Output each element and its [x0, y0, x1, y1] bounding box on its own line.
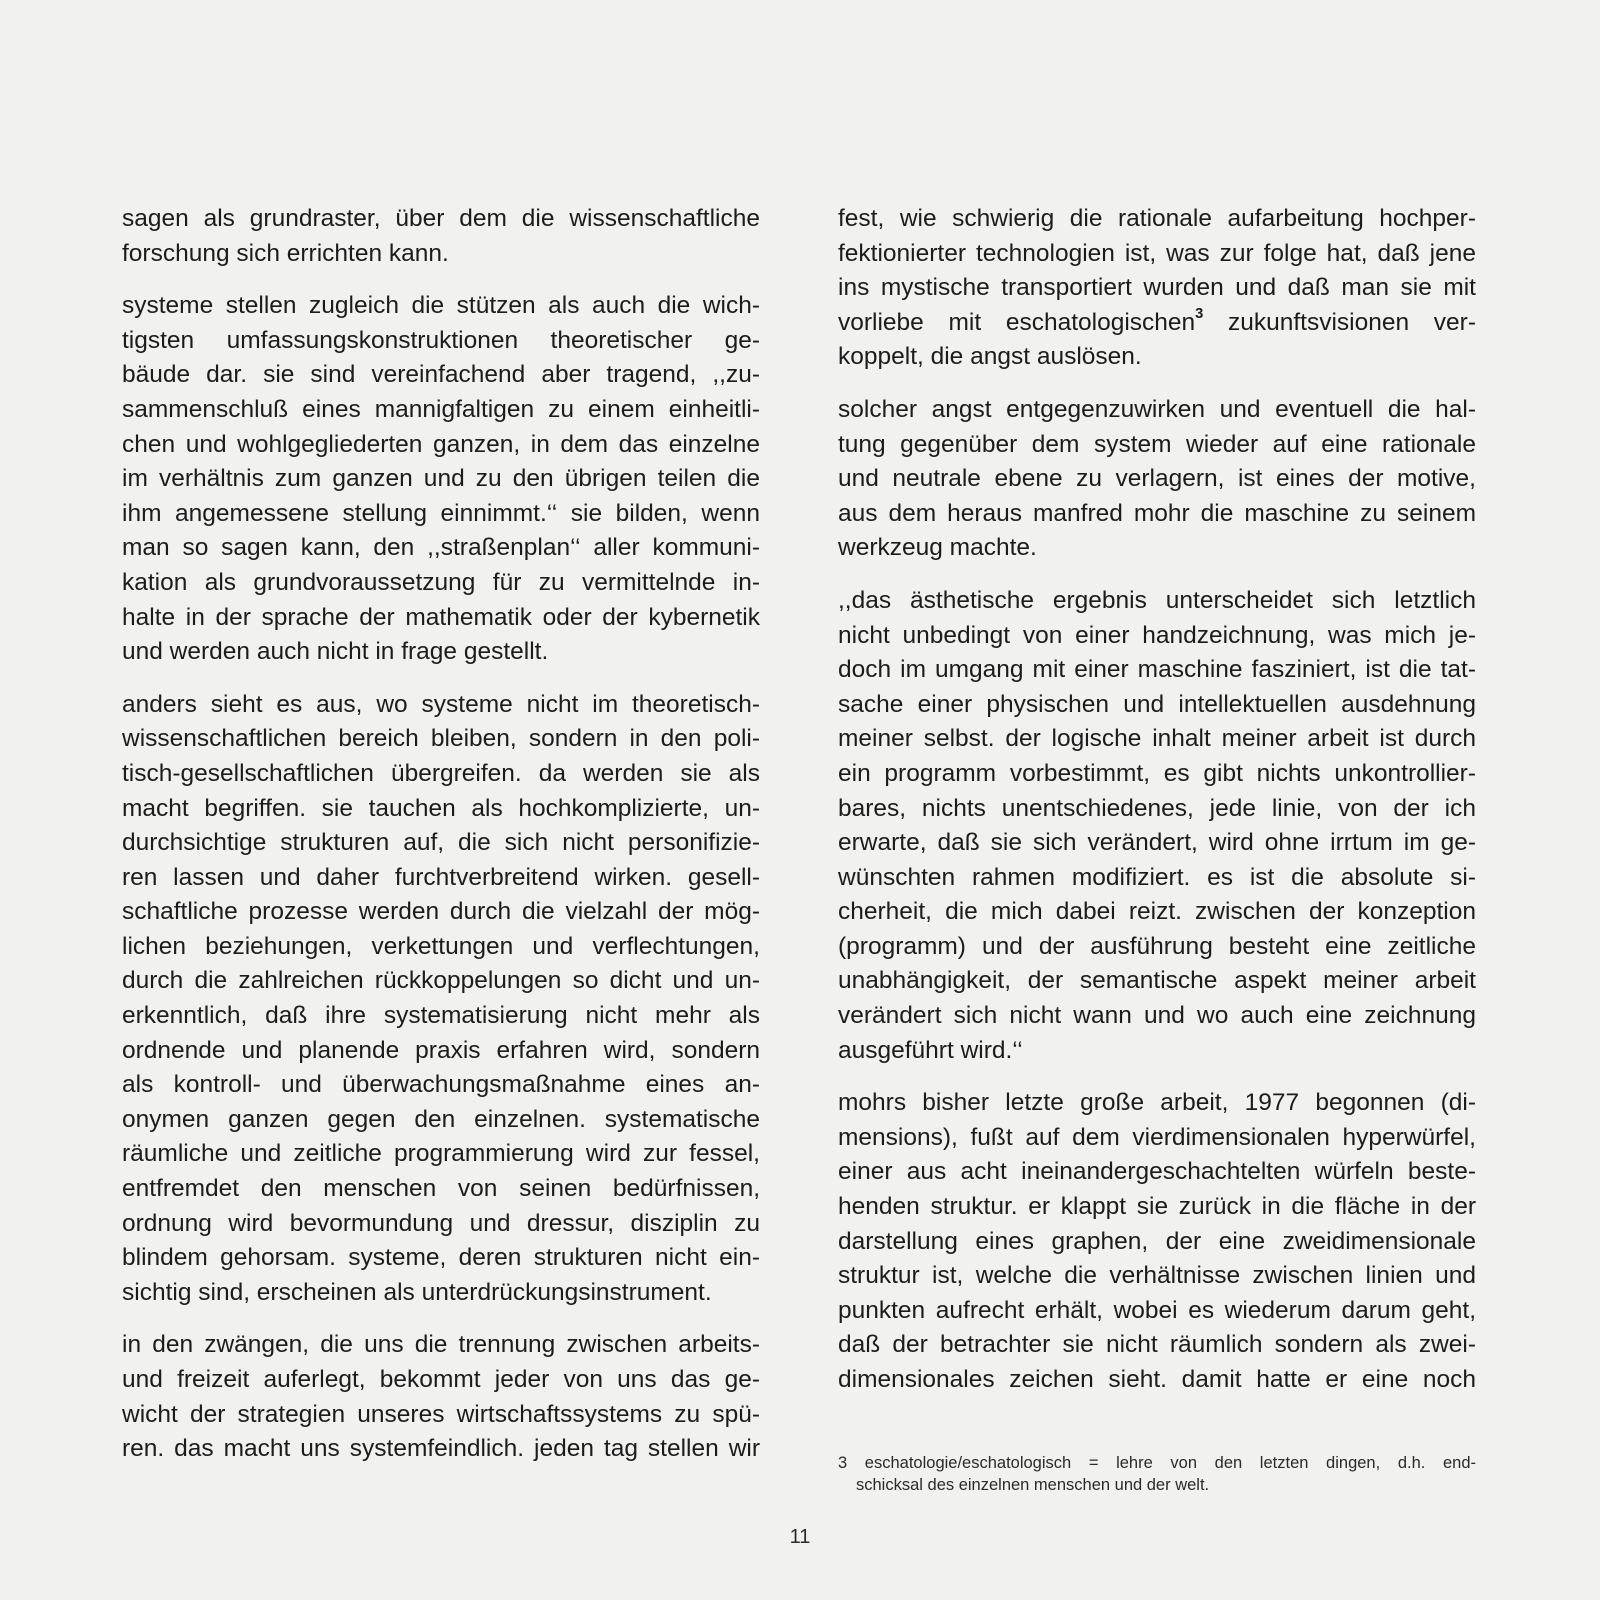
text-line: räumliche und zeitliche programmierung wird zur fessel, [122, 1140, 760, 1168]
text-line: nicht unbedingt von einer handzeichnung, was mich je- [838, 621, 1476, 649]
text-line: lichen beziehungen, verkettungen und verflechtungen, [122, 932, 760, 960]
text-line: als kontroll- und überwachungsmaßnahme eines an- [122, 1071, 760, 1099]
text-line: einer aus acht ineinandergeschachtelten würfeln beste- [838, 1158, 1476, 1186]
text-line: ihm angemessene stellung einnimmt.‘‘ sie bilden, wenn [122, 499, 760, 527]
text-line: ren. das macht uns systemfeindlich. jeden tag stellen wir [122, 1435, 760, 1463]
text-line: in den zwängen, die uns die trennung zwischen arbeits- [122, 1331, 760, 1359]
text-line: wicht der strategien unseres wirtschaftssystems zu spü- [122, 1400, 760, 1428]
text-line: daß der betrachter sie nicht räumlich sondern als zwei- [838, 1331, 1476, 1359]
footnote [838, 1452, 1476, 1496]
text-line: sammenschluß eines mannigfaltigen zu einem einheitli- [122, 395, 760, 423]
text-line: ins mystische transportiert wurden und daß man sie mit [838, 274, 1476, 302]
right-text-column [838, 202, 1476, 1416]
text-line: meiner selbst. der logische inhalt meiner arbeit ist durch [838, 725, 1476, 753]
text-line: durchsichtige strukturen auf, die sich nicht personifizie- [122, 829, 760, 857]
text-line: unabhängigkeit, der semantische aspekt meiner arbeit [838, 967, 1476, 995]
footnote-line: 3 eschatologie/eschatologisch = lehre von den letzten dingen, d.h. end- [838, 1454, 1476, 1472]
paragraph [122, 202, 760, 271]
paragraph [122, 289, 760, 670]
text-line: schaftliche prozesse werden durch die vielzahl der mög- [122, 898, 760, 926]
text-line: cherheit, die mich dabei reizt. zwischen der konzeption [838, 898, 1476, 926]
text-line: tung gegenüber dem system wieder auf eine rationale [838, 430, 1476, 458]
text-line: punkten aufrecht erhält, wobei es wiederum darum geht, [838, 1296, 1476, 1324]
paragraph [838, 584, 1476, 1068]
paragraph [122, 1328, 760, 1466]
text-line: onymen ganzen gegen den einzelnen. systematische [122, 1105, 760, 1133]
text-line: bäude dar. sie sind vereinfachend aber tragend, ,,zu- [122, 361, 760, 389]
left-text-column [122, 202, 760, 1485]
text-line: tisch-gesellschaftlichen übergreifen. da werden sie als [122, 759, 760, 787]
text-line: mohrs bisher letzte große arbeit, 1977 begonnen (di- [838, 1089, 1476, 1117]
text-line: kation als grundvoraussetzung für zu vermittelnde in- [122, 568, 760, 596]
text-line: macht begriffen. sie tauchen als hochkomplizierte, un- [122, 794, 760, 822]
text-line: im verhältnis zum ganzen und zu den übrigen teilen die [122, 465, 760, 493]
paragraph [838, 1086, 1476, 1397]
page-number: 11 [789, 1526, 811, 1548]
text-line: erwarte, daß sie sich verändert, wird ohne irrtum im ge- [838, 829, 1476, 857]
text-line: entfremdet den menschen von seinen bedürfnissen, [122, 1175, 760, 1203]
text-line: dimensionales zeichen sieht. damit hatte er eine noch [838, 1366, 1476, 1393]
footnote-marker: 3 [1195, 306, 1204, 323]
text-line: und freizeit auferlegt, bekommt jeder von uns das ge- [122, 1366, 760, 1393]
text-line: ren lassen und daher furchtverbreitend wirken. gesell- [122, 863, 760, 891]
text-line: verändert sich nicht wann und wo auch eine zeichnung [838, 1002, 1476, 1030]
text-line: halte in der sprache der mathematik oder der kybernetik [122, 603, 760, 631]
paragraph [838, 202, 1476, 375]
paragraph [122, 688, 760, 1311]
text-line: ausgeführt wird.‘‘ [838, 1036, 1023, 1064]
text-line: vorliebe mit eschatologischen$^3$ zukunftsvisionen ver- [838, 306, 1476, 336]
text-line: und neutrale ebene zu verlagern, ist eines der motive, [838, 465, 1476, 493]
text-line: bares, nichts unentschiedenes, jede linie, von der ich [838, 794, 1476, 822]
text-line: systeme stellen zugleich die stützen als auch die wich- [122, 292, 760, 320]
footnote-line: schicksal des einzelnen menschen und der welt. [856, 1476, 1210, 1494]
text-line: sagen als grundraster, über dem die wissenschaftliche [122, 205, 760, 232]
text-line: (programm) und der ausführung besteht eine zeitliche [838, 932, 1476, 960]
text-line: henden struktur. er klappt sie zurück in die fläche in der [838, 1193, 1476, 1221]
text-line: blindem gehorsam. systeme, deren strukturen nicht ein- [122, 1244, 760, 1272]
text-line: tigsten umfassungskonstruktionen theoretischer ge- [122, 326, 760, 354]
text-line: erkenntlich, daß ihre systematisierung nicht mehr als [122, 1002, 760, 1030]
text-line: struktur ist, welche die verhältnisse zwischen linien und [838, 1262, 1476, 1290]
text-line: solcher angst entgegenzuwirken und eventuell die hal- [838, 395, 1476, 423]
text-line: und werden auch nicht in frage gestellt. [122, 638, 549, 666]
text-line: wissenschaftlichen bereich bleiben, sondern in den poli- [122, 725, 760, 753]
text-line: aus dem heraus manfred mohr die maschine zu seinem [838, 499, 1476, 527]
text-line: ordnung wird bevormundung und dressur, disziplin zu [122, 1209, 760, 1237]
text-line: doch im umgang mit einer maschine fasziniert, ist die tat- [838, 656, 1476, 684]
text-line: werkzeug machte. [838, 534, 1037, 562]
text-line: fest, wie schwierig die rationale aufarbeitung hochper- [838, 205, 1476, 232]
text-line: forschung sich errichten kann. [122, 239, 449, 267]
text-line: chen und wohlgegliederten ganzen, in dem das einzelne [122, 430, 760, 458]
text-line: sichtig sind, erscheinen als unterdrückungsinstrument. [122, 1278, 712, 1306]
text-line: ein programm vorbestimmt, es gibt nichts unkontrollier- [838, 759, 1476, 787]
text-line: koppelt, die angst auslösen. [838, 343, 1142, 371]
text-line: sache einer physischen und intellektuellen ausdehnung [838, 690, 1476, 718]
text-line: man so sagen kann, den ,,straßenplan‘‘ aller kommuni- [122, 534, 760, 562]
paragraph [838, 393, 1476, 566]
text-line: wünschten rahmen modifiziert. es ist die absolute si- [838, 863, 1476, 891]
text-line: mensions), fußt auf dem vierdimensionalen hyperwürfel, [838, 1123, 1476, 1151]
text-line: durch die zahlreichen rückkoppelungen so dicht und un- [122, 967, 760, 995]
text-line: anders sieht es aus, wo systeme nicht im theoretisch- [122, 690, 760, 718]
text-line: fektionierter technologien ist, was zur folge hat, daß jene [838, 239, 1476, 267]
text-line: ordnende und planende praxis erfahren wird, sondern [122, 1036, 760, 1064]
text-line: ,,das ästhetische ergebnis unterscheidet sich letztlich [838, 586, 1476, 614]
text-line: darstellung eines graphen, der eine zweidimensionale [838, 1227, 1476, 1255]
